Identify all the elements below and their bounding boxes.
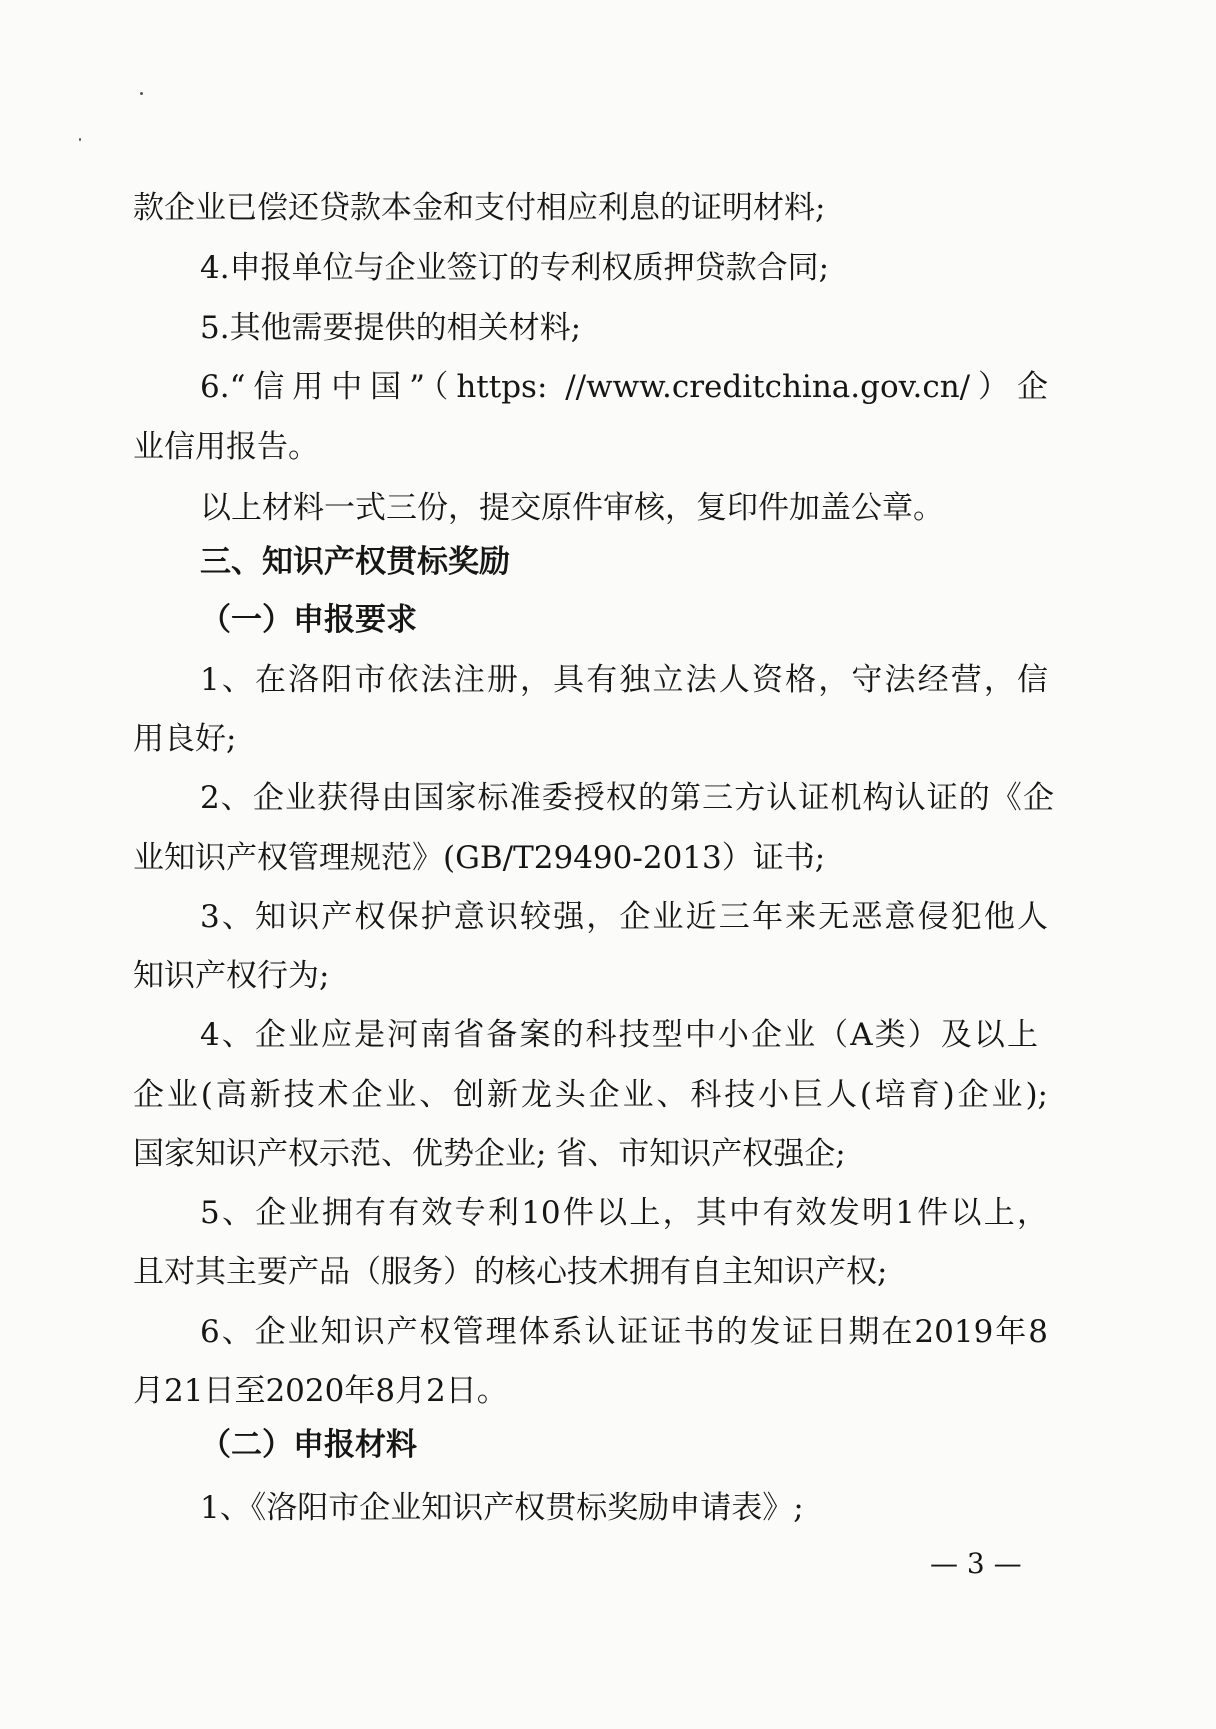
body-line: 3、知识产权保护意识较强，企业近三年来无恶意侵犯他人 <box>200 899 1048 935</box>
subsection-heading: （二）申报材料 <box>200 1427 417 1463</box>
body-line: 月21日至2020年8月2日。 <box>133 1373 508 1409</box>
body-line: 且对其主要产品（服务）的核心技术拥有自主知识产权; <box>133 1254 888 1290</box>
body-line: 4、企业应是河南省备案的科技型中小企业（A类）及以上 <box>200 1017 1038 1053</box>
body-line: 6.“信用中国”（https: //www.creditchina.gov.cn/）企 <box>200 369 1048 405</box>
body-line: 业知识产权管理规范》(GB/T29490-2013）证书; <box>133 840 826 876</box>
body-line: 2、企业获得由国家标准委授权的第三方认证机构认证的《企 <box>200 780 1054 816</box>
body-line: 业信用报告。 <box>133 429 319 465</box>
body-line: 知识产权行为; <box>133 958 330 994</box>
section-heading: 三、知识产权贯标奖励 <box>200 544 510 580</box>
body-line: 4.申报单位与企业签订的专利权质押贷款合同; <box>200 250 830 286</box>
subsection-heading: （一）申报要求 <box>200 602 417 638</box>
scan-speck <box>79 138 81 141</box>
scan-speck <box>140 92 143 95</box>
body-line: 以上材料一式三份，提交原件审核，复印件加盖公章。 <box>200 490 944 526</box>
body-line: 1、在洛阳市依法注册，具有独立法人资格，守法经营，信 <box>200 662 1048 698</box>
body-line: 国家知识产权示范、优势企业; 省、市知识产权强企; <box>133 1136 846 1172</box>
body-line: 企业(高新技术企业、创新龙头企业、科技小巨人(培育)企业); <box>133 1077 1048 1113</box>
body-line: 6、企业知识产权管理体系认证证书的发证日期在2019年8 <box>200 1314 1048 1350</box>
body-line: 用良好; <box>133 721 237 757</box>
body-line: 5、企业拥有有效专利10件以上，其中有效发明1件以上， <box>200 1195 1048 1231</box>
body-line: 款企业已偿还贷款本金和支付相应利息的证明材料; <box>133 190 826 226</box>
body-line: 1、《洛阳市企业知识产权贯标奖励申请表》; <box>200 1490 804 1526</box>
page-number: — 3 — <box>930 1547 1022 1580</box>
body-line: 5.其他需要提供的相关材料; <box>200 310 582 346</box>
